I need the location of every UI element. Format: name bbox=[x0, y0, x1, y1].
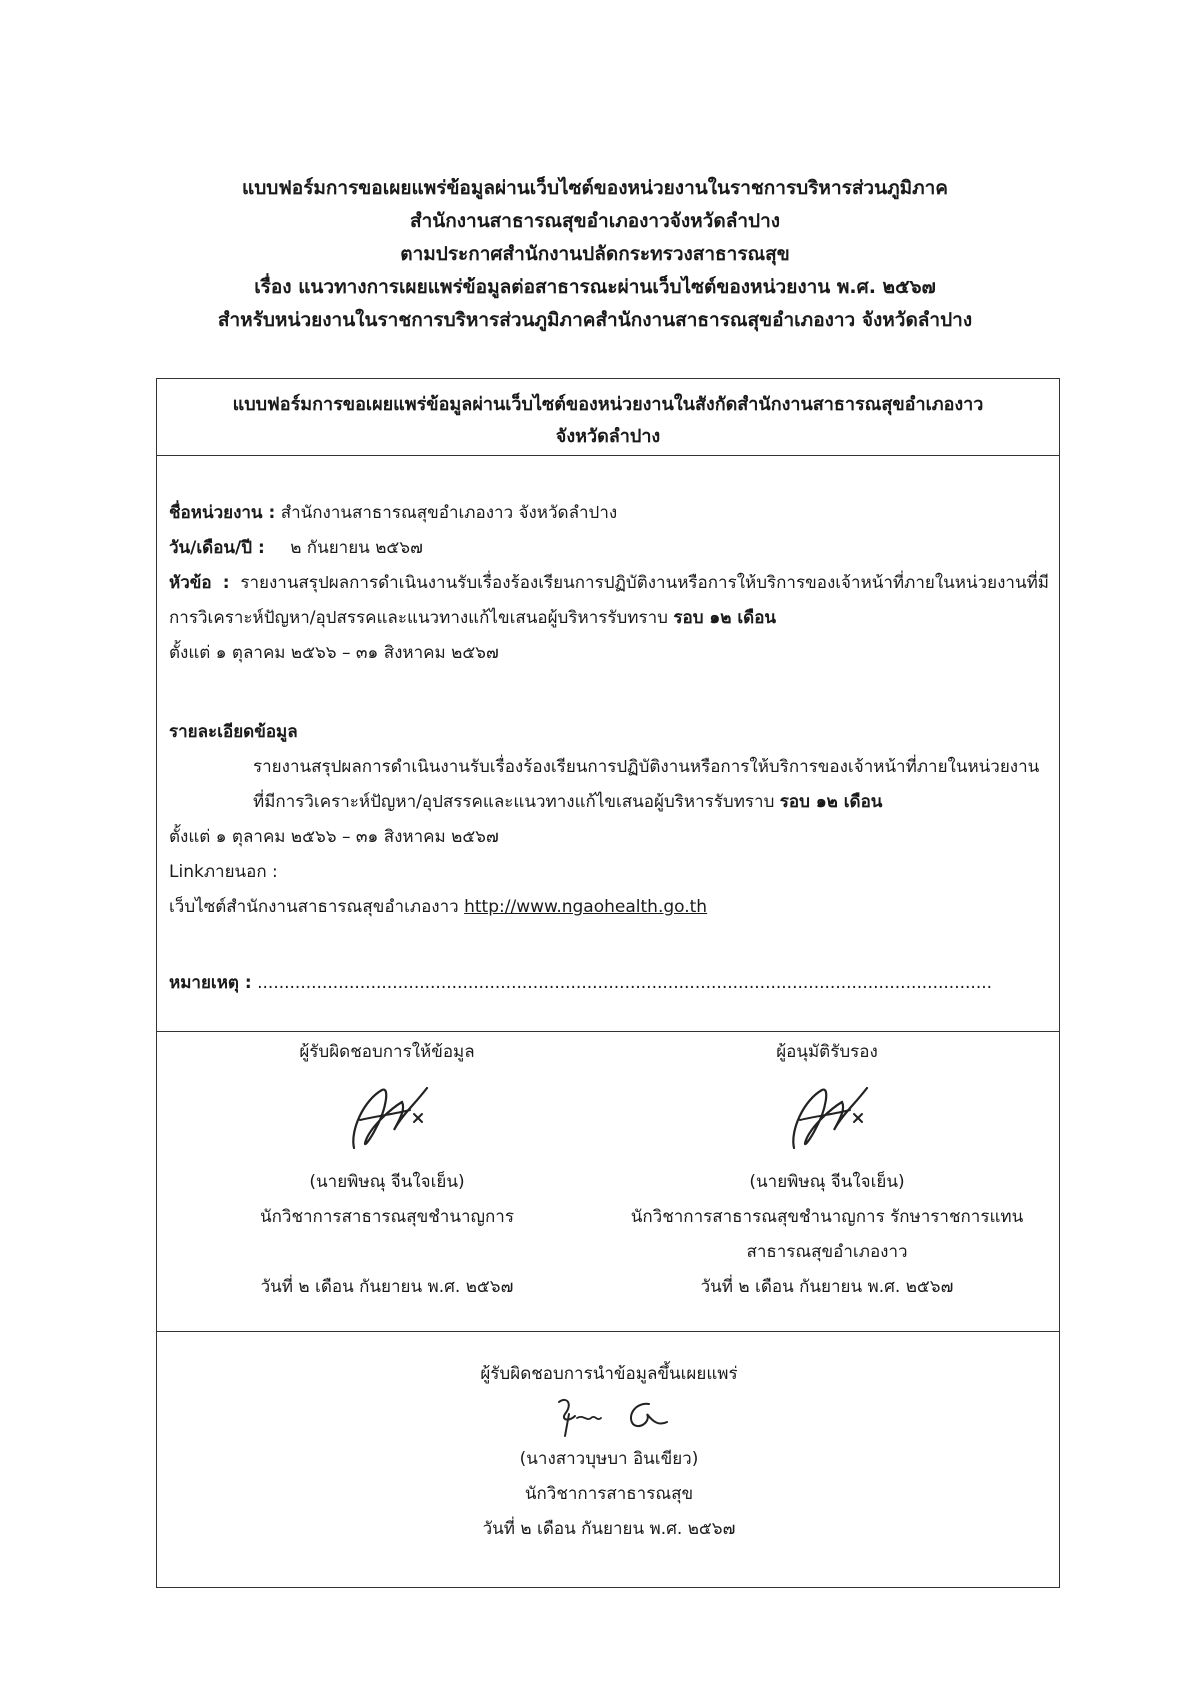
website-text: เว็บไซต์สำนักงานสาธารณสุขอำเภองาว bbox=[169, 897, 459, 917]
form-title bbox=[157, 389, 1059, 453]
bottom-position: นักวิชาการสาธารณสุข bbox=[524, 1484, 694, 1504]
bottom-signature-block bbox=[157, 1357, 1061, 1547]
header-line-2: สำนักงานสาธารณสุขอำเภองาวจังหวัดลำปาง bbox=[409, 210, 781, 232]
remark-dots: ........................................................................................................................................ bbox=[257, 973, 993, 993]
topic-period: ตั้งแต่ ๑ ตุลาคม ๒๕๖๖ – ๓๑ สิงหาคม ๒๕๖๗ bbox=[169, 643, 499, 663]
divider-signatures bbox=[157, 1031, 1059, 1032]
date-value: ๒ กันยายน ๒๕๖๗ bbox=[290, 538, 423, 558]
header-line-4: เรื่อง แนวทางการเผยแพร่ข้อมูลต่อสาธารณะผ่านเว็บไซต์ของหน่วยงาน พ.ศ. ๒๕๖๗ bbox=[254, 276, 936, 298]
topic-text: รายงานสรุปผลการดำเนินงานรับเรื่องร้องเรียนการปฏิบัติงานหรือการให้บริการของเจ้าหน้าที่ภายในหน่วยงานที่มีการวิเคราะห์ปัญหา/อุปสรรคและแนวทางแก้ไขเสนอผู้บริหารรับทราบ bbox=[169, 573, 1049, 628]
topic-label: หัวข้อ : bbox=[169, 573, 230, 593]
detail-text: รายงานสรุปผลการดำเนินงานรับเรื่องร้องเรียนการปฏิบัติงานหรือการให้บริการของเจ้าหน้าที่ภายในหน่วยงานที่มีการวิเคราะห์ปัญหา/อุปสรรคและแนวทางแก้ไขเสนอผู้บริหารรับทราบ bbox=[253, 757, 1040, 812]
left-date: วันที่ ๒ เดือน กันยายน พ.ศ. ๒๕๖๗ bbox=[260, 1277, 514, 1297]
form-title-line-1: แบบฟอร์มการขอเผยแพร่ข้อมูลผ่านเว็บไซต์ของหน่วยงานในสังกัดสำนักงานสาธารณสุขอำเภองาว bbox=[232, 394, 984, 415]
date-label: วัน/เดือน/ปี : bbox=[169, 538, 265, 558]
left-signature-block bbox=[197, 1035, 577, 1305]
left-role: ผู้รับผิดชอบการให้ข้อมูล bbox=[299, 1042, 475, 1062]
website-link[interactable]: http://www.ngaohealth.go.th bbox=[464, 897, 708, 917]
right-position-2: สาธารณสุขอำเภองาว bbox=[746, 1242, 908, 1262]
topic-round: รอบ ๑๒ เดือน bbox=[673, 608, 777, 628]
date-row bbox=[169, 531, 1049, 566]
right-signature-block bbox=[597, 1035, 1057, 1305]
divider-title bbox=[157, 455, 1059, 456]
right-name: (นายพิษณุ จีนใจเย็น) bbox=[749, 1172, 905, 1192]
detail-section bbox=[169, 715, 1049, 925]
detail-period: ตั้งแต่ ๑ ตุลาคม ๒๕๖๖ – ๓๑ สิงหาคม ๒๕๖๗ bbox=[169, 827, 499, 847]
agency-label: ชื่อหน่วยงาน : bbox=[169, 503, 276, 523]
detail-round: รอบ ๑๒ เดือน bbox=[779, 792, 883, 812]
right-role: ผู้อนุมัติรับรอง bbox=[776, 1042, 878, 1062]
right-position: นักวิชาการสาธารณสุขชำนาญการ รักษาราชการแทน bbox=[630, 1207, 1024, 1227]
divider-bottom bbox=[157, 1331, 1059, 1332]
bottom-name: (นางสาวบุษบา อินเขียว) bbox=[519, 1449, 699, 1469]
header-line-1: แบบฟอร์มการขอเผยแพร่ข้อมูลผ่านเว็บไซต์ของหน่วยงานในราชการบริหารส่วนภูมิภาค bbox=[241, 177, 949, 199]
topic-row bbox=[169, 566, 1049, 636]
agency-row bbox=[169, 496, 1049, 531]
left-position: นักวิชาการสาธารณสุขชำนาญการ bbox=[260, 1207, 514, 1227]
info-section bbox=[169, 496, 1049, 671]
right-date: วันที่ ๒ เดือน กันยายน พ.ศ. ๒๕๖๗ bbox=[700, 1277, 954, 1297]
left-signature-image bbox=[332, 1070, 442, 1165]
right-signature-image bbox=[772, 1070, 882, 1165]
website-row bbox=[169, 890, 1049, 925]
header-line-5: สำหรับหน่วยงานในราชการบริหารส่วนภูมิภาคสำนักงานสาธารณสุขอำเภองาว จังหวัดลำปาง bbox=[217, 309, 973, 331]
left-name: (นายพิษณุ จีนใจเย็น) bbox=[309, 1172, 465, 1192]
agency-value: สำนักงานสาธารณสุขอำเภองาว จังหวัดลำปาง bbox=[280, 503, 618, 523]
bottom-signature-image bbox=[539, 1392, 679, 1442]
remark-row bbox=[169, 966, 1049, 1001]
detail-paragraph bbox=[169, 750, 1049, 820]
document-header bbox=[0, 172, 1190, 337]
bottom-role: ผู้รับผิดชอบการนำข้อมูลขึ้นเผยแพร่ bbox=[480, 1364, 738, 1384]
header-line-3: ตามประกาศสำนักงานปลัดกระทรวงสาธารณสุข bbox=[400, 243, 790, 265]
remark-label: หมายเหตุ : bbox=[169, 973, 252, 993]
bottom-date: วันที่ ๒ เดือน กันยายน พ.ศ. ๒๕๖๗ bbox=[482, 1519, 736, 1539]
link-label: Linkภายนอก : bbox=[169, 862, 278, 882]
detail-heading: รายละเอียดข้อมูล bbox=[169, 722, 298, 742]
form-title-line-2: จังหวัดลำปาง bbox=[555, 426, 661, 447]
form-box bbox=[156, 378, 1060, 1588]
